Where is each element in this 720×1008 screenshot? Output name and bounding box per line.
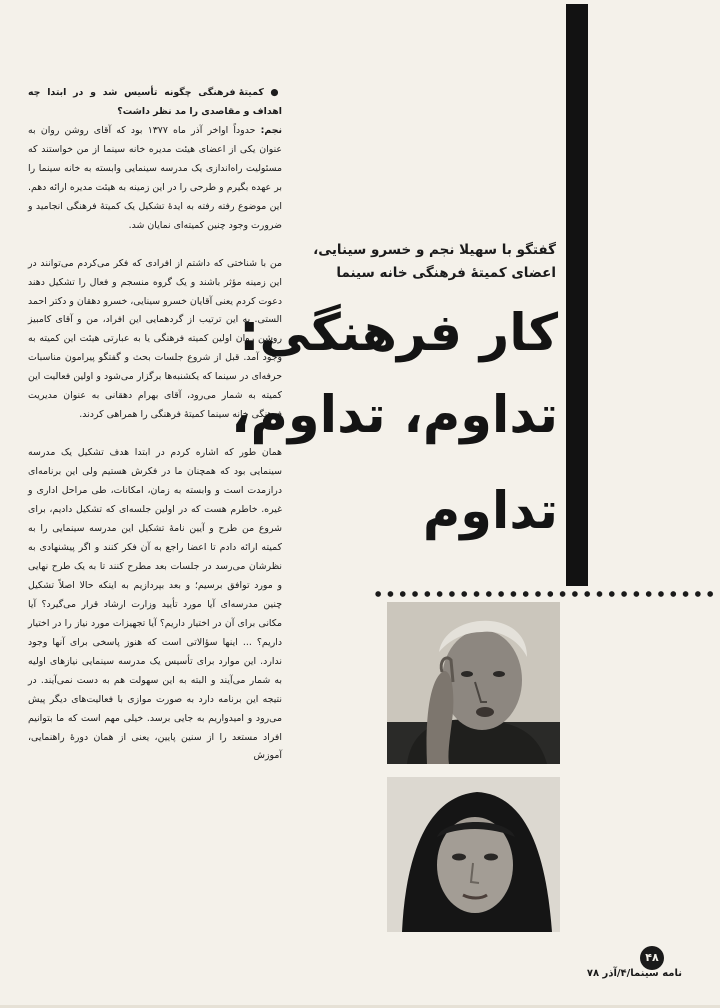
dotted-separator bbox=[372, 590, 716, 598]
paragraph-text: حدوداً اواخر آذر ماه ۱۳۷۷ بود که آقای روشن روان به عنوان یکی از اعضای هیئت مدیره خانه سینما از من خواستند که مسئولیت راه‌اندازی یک مدرسه سینمایی وابسته به خانه سینما را بر عهده بگیرم و طرحی را در این زمینه به هیئت مدیره ارائه دهم. این موضوع رفته رفته به ایدهٔ تشکیل یک کمیتهٔ فرهنگی انجامید و ضرورت وجود چنین کمیته‌ای نمایان شد. bbox=[28, 124, 282, 231]
paragraph-spacer bbox=[28, 236, 282, 255]
portrait-woman-icon bbox=[387, 777, 560, 932]
headline-line: کار فرهنگی: bbox=[239, 304, 558, 363]
bullet-icon: ● bbox=[270, 87, 283, 98]
page-number-badge: ۴۸ bbox=[640, 946, 664, 970]
subtitle-line: اعضای کمیتهٔ فرهنگی خانه سینما bbox=[336, 265, 556, 281]
subtitle-line: گفتگو با سهیلا نجم و خسرو سینایی، bbox=[313, 242, 556, 258]
issue-label: نامه سینما/۴/آذر ۷۸ bbox=[586, 968, 682, 979]
answer-paragraph-3: همان طور که اشاره کردم در ابتدا هدف تشکیل یک مدرسه سینمایی بود که همچنان ما در فکرش هستیم ولی این برنامه‌ای درازمدت است و وابسته به زمان، امکانات، طی مراحل اداری و غیره. خاطرم هست که در اولین جلسه‌ای که تشکیل دادیم، برای شروع من طرح و آیین نامهٔ تشکیل این مدرسه سینمایی را به کمیته ارائه دادم تا اعضا راجع به آن فکر کنند و اگر پیشنهادی به نظرشان می‌رسد در جلسات بعد مطرح کنند تا به یک طرح نهایی و مورد توافق برسیم؛ و بعد بپردازیم به اینکه حالا اصلاً تشکیل چنین مدرسه‌ای آیا مورد تأیید وزارت ارشاد قرار می‌گیرد؟ آیا مکانی برای آن در اختیار داریم؟ آیا تجهیزات مورد نیاز را در اختیار داریم؟ ... اینها سؤالاتی است که هنوز پاسخی برای آنها وجود ندارد. این موارد برای تأسیس یک مدرسه سینمایی نیازهای اولیه به شمار می‌آیند و البته به این سهولت هم به دست نمی‌آیند. در نتیجه این برنامه دارد به صورت موازی با فعالیت‌های دیگر پیش می‌رود و امیدواریم به جایی برسد. خیلی مهم است که ما بتوانیم افراد مستعد را از سنین پایین، یعنی از همان دورهٔ راهنمایی، آموزش bbox=[28, 447, 282, 762]
answer-paragraph-2: من با شناختی که داشتم از افرادی که فکر می‌کردم می‌توانند در این زمینه مؤثر باشند و یک گروه منسجم و فعال را تشکیل دهند دعوت کردم یعنی آقایان خسرو سینایی، خسرو دهقان و دکتر احمد الستی. به این ترتیب از گردهمایی این افراد، من و آقای کامبیز روشن روان اولین کمیته فرهنگی یا به عبارتی هیئت این کمیته به وجود آمد. قبل از شروع جلسات بحث و گفتگو پیرامون مناسبات حرفه‌ای در سینما که یکشنبه‌ها برگزار می‌شود و اولین فعالیت این کمیته به شمار می‌رود، آقای بهرام دهقانی به عنوان مدیریت فرهنگی خانه سینما کمیتهٔ فرهنگی را همراهی کردند. bbox=[28, 257, 282, 421]
portrait-man-icon bbox=[387, 602, 560, 764]
speaker-label: نجم: bbox=[260, 124, 282, 136]
headline-line: تداوم bbox=[422, 482, 558, 541]
headline-line: تداوم، تداوم، bbox=[231, 386, 558, 445]
article-subtitle bbox=[290, 239, 556, 285]
answer-paragraph-1 bbox=[28, 122, 282, 236]
article-headline bbox=[231, 304, 558, 556]
interview-question bbox=[28, 84, 282, 122]
portrait-woman-photo bbox=[387, 777, 560, 932]
question-text: کمیتهٔ فرهنگی چگونه تأسیس شد و در ابتدا چه اهداف و مقاصدی را مد نظر داشت؟ bbox=[28, 87, 282, 117]
portrait-man-photo bbox=[387, 602, 560, 764]
decorative-vertical-bar bbox=[566, 4, 588, 586]
